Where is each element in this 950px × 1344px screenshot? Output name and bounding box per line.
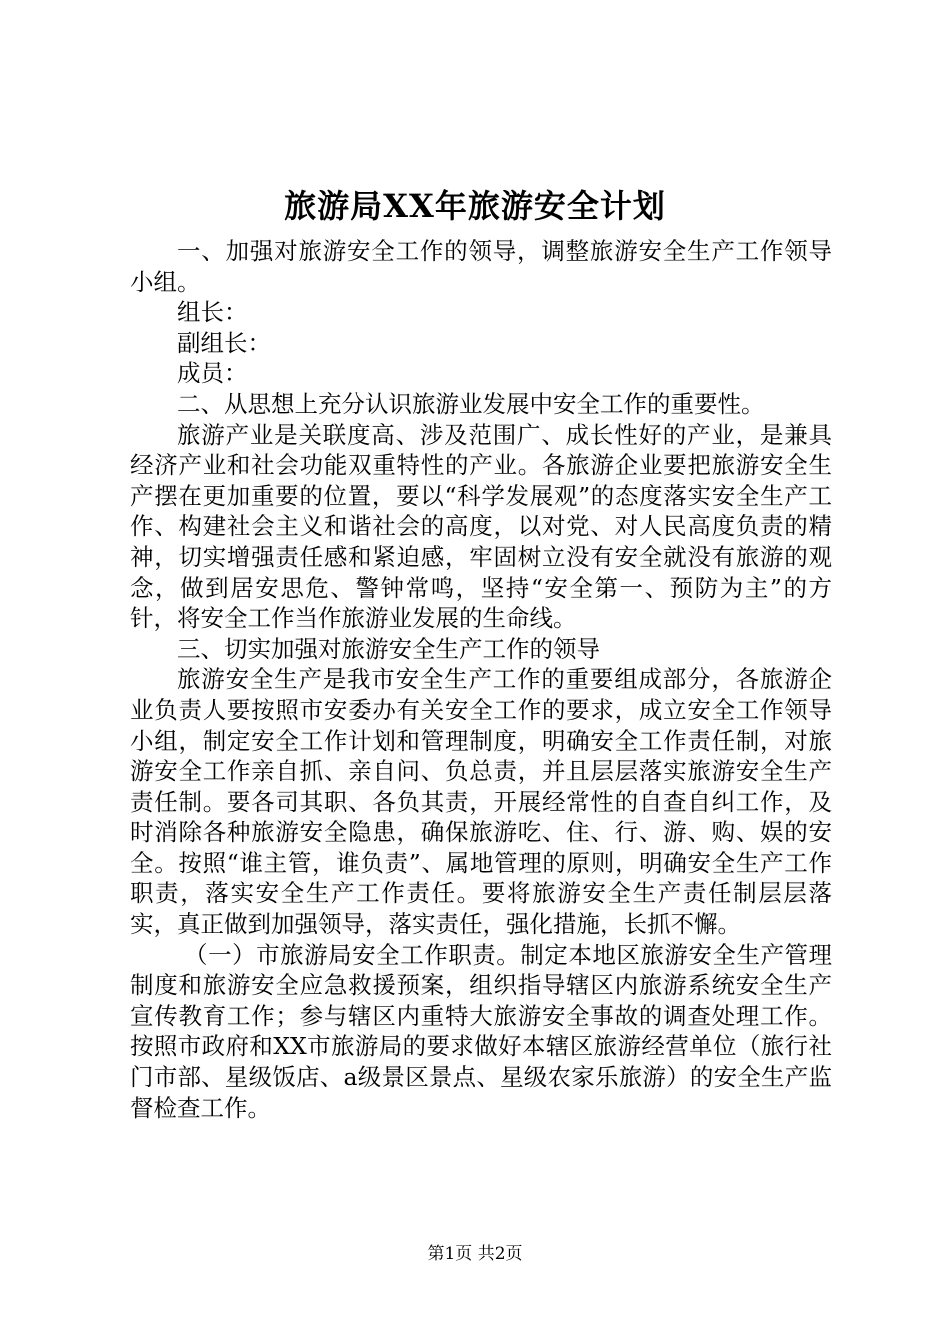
paragraph-section-3: 三、切实加强对旅游安全生产工作的领导: [177, 634, 600, 663]
paragraph-members: 成员：: [177, 359, 248, 388]
paragraph-section-2: 二、从思想上充分认识旅游业发展中安全工作的重要性。: [177, 389, 765, 418]
paragraph-deputy-leader: 副组长：: [177, 328, 271, 357]
document-body: [130, 236, 832, 1123]
paragraph-section-1: 一、加强对旅游安全工作的领导，调整旅游安全生产工作领导小组。: [130, 237, 832, 296]
paragraph-leader: 组长：: [177, 298, 248, 327]
page-number: 第1页 共2页: [427, 1244, 523, 1264]
paragraph-bureau-duties: （一）市旅游局安全工作职责。制定本地区旅游安全生产管理制度和旅游安全应急救援预案，组织指导辖区内旅游系统安全生产宣传教育工作；参与辖区内重特大旅游安全事故的调查处理工作。按照市政府和XX市旅游局的要求做好本辖区旅游经营单位（旅行社门市部、星级饭店、a级景区景点、星级农家乐旅游）的安全生产监督检查工作。: [130, 940, 832, 1122]
page-footer: [0, 1242, 950, 1266]
paragraph-safety-production: 旅游安全生产是我市安全生产工作的重要组成部分，各旅游企业负责人要按照市安委办有关安全工作的要求，成立安全工作领导小组，制定安全工作计划和管理制度，明确安全工作责任制，对旅游安全工作亲自抓、亲自问、负总责，并且层层落实旅游安全生产责任制。要各司其职、各负其责，开展经常性的自查自纠工作，及时消除各种旅游安全隐患，确保旅游吃、住、行、游、购、娱的安全。按照“谁主管，谁负责”、属地管理的原则，明确安全生产工作职责，落实安全生产工作责任。要将旅游安全生产责任制层层落实，真正做到加强领导，落实责任，强化措施，长抓不懈。: [130, 665, 832, 939]
document-title: 旅游局XX年旅游安全计划: [284, 187, 666, 225]
paragraph-tourism-industry: 旅游产业是关联度高、涉及范围广、成长性好的产业，是兼具经济产业和社会功能双重特性的产业。各旅游企业要把旅游安全生产摆在更加重要的位置，要以“科学发展观”的态度落实安全生产工作、构建社会主义和谐社会的高度，以对党、对人民高度负责的精神，切实增强责任感和紧迫感，牢固树立没有安全就没有旅游的观念，做到居安思危、警钟常鸣，坚持“安全第一、预防为主”的方针，将安全工作当作旅游业发展的生命线。: [130, 420, 832, 633]
